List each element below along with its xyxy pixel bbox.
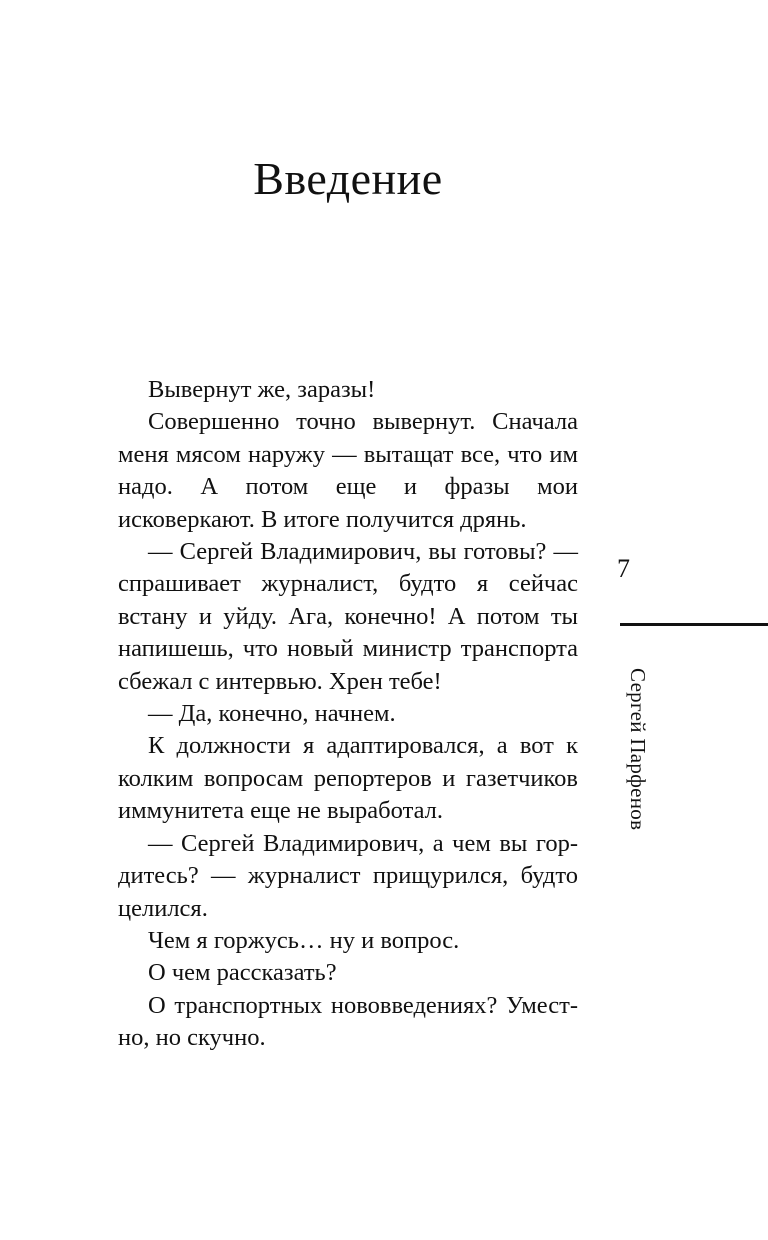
paragraph: — Сергей Владимирович, а чем вы гордитесь? — журналист прищурился, будто целился.	[118, 829, 578, 922]
page-number: 7	[617, 554, 630, 583]
paragraph: О транспортных нововведениях? Уместно, но скучно.	[118, 991, 578, 1052]
running-head-author: Сергей Парфенов	[626, 668, 650, 831]
paragraph: Вывернут же, заразы!	[148, 376, 376, 403]
chapter-title: Введение	[253, 153, 443, 204]
paragraph: К должности я адаптировался, а вот к колким вопросам репортеров и газетчиков иммунитета еще не выработал.	[118, 732, 578, 825]
margin-rule	[620, 623, 768, 626]
body-text	[118, 374, 578, 1055]
paragraph: Чем я горжусь… ну и вопрос.	[148, 926, 460, 954]
paragraph: — Сергей Владимирович, вы готовы? — спрашивает журналист, будто я сейчас встану и уйду. Ага, конечно! А потом ты напишешь, что новый министр транспорта сбежал с интервью. Хрен тебе!	[118, 538, 578, 695]
paragraph: О чем рассказать?	[148, 959, 337, 987]
paragraph: — Да, конечно, начнем.	[148, 700, 396, 728]
paragraph: Совершенно точно вывернут. Сначала меня мясом наружу — вытащат все, что им надо. А потом еще и фразы мои исковеркают. В итоге получится дрянь.	[118, 408, 578, 533]
